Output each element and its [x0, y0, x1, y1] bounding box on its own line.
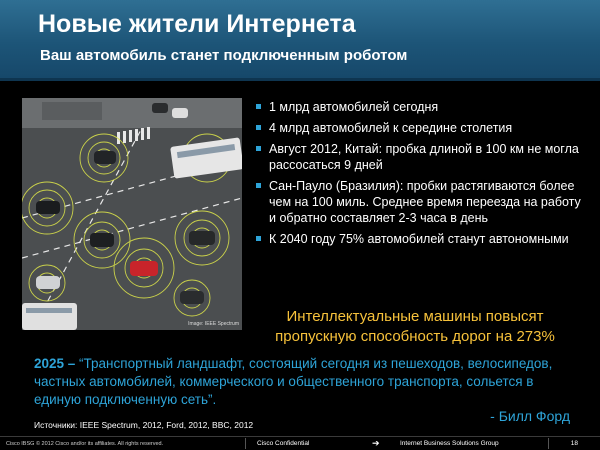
highlight-line-1: Интеллектуальные машины повысят [286, 308, 544, 325]
connected-cars-image [22, 98, 242, 330]
bullet-text: Сан-Пауло (Бразилия): пробки растягиваются более чем на 100 миль. Среднее время переезда на работу и обратно составляет 2-3 часа в день [269, 179, 581, 225]
arrow-icon: ➔ [372, 438, 380, 448]
bullet-list [256, 99, 586, 252]
slide-header [0, 0, 600, 78]
bullet-item [256, 178, 586, 226]
footer-confidential: Cisco Confidential [257, 440, 310, 447]
highlight-line-2: пропускную способность дорог на 273% [275, 328, 555, 345]
bullet-text: 1 млрд автомобилей сегодня [269, 100, 439, 114]
slide-subtitle: Ваш автомобиль станет подключенным роботом [40, 47, 408, 64]
header-divider [0, 78, 600, 81]
slide-title: Новые жители Интернета [38, 10, 356, 38]
bullet-text: 4 млрд автомобилей к середине столетия [269, 121, 513, 135]
bullet-square-icon [256, 236, 261, 241]
quote-text: “Транспортный ландшафт, состоящий сегодня из пешеходов, велосипедов, частных автомобилей, коммерческого и общественного транспорта, сольется в единую подключенную сеть”. [34, 356, 553, 407]
bullet-item [256, 99, 586, 115]
quote-block [34, 355, 574, 409]
slide-footer [0, 436, 600, 450]
bullet-item [256, 141, 586, 173]
bullet-text: Август 2012, Китай: пробка длиной в 100 км не могла рассосаться 9 дней [269, 142, 579, 172]
footer-separator [548, 438, 549, 449]
quote-author: - Билл Форд [490, 408, 570, 424]
bullet-square-icon [256, 125, 261, 130]
photo-credit: Image: IEEE Spectrum [188, 321, 239, 327]
highlight-statement [250, 307, 580, 347]
bullet-text: К 2040 году 75% автомобилей станут автономными [269, 232, 569, 246]
sources-note: Источники: IEEE Spectrum, 2012, Ford, 2012, BBC, 2012 [34, 420, 254, 430]
intersection-illustration [22, 98, 242, 330]
footer-group: Internet Business Solutions Group [400, 440, 499, 447]
footer-separator [245, 438, 246, 449]
quote-year: 2025 – [34, 356, 80, 371]
bullet-square-icon [256, 104, 261, 109]
footer-copyright: Cisco IBSG © 2012 Cisco and/or its affiliates. All rights reserved. [6, 441, 164, 447]
bullet-square-icon [256, 183, 261, 188]
bullet-item [256, 120, 586, 136]
bullet-square-icon [256, 146, 261, 151]
bullet-item [256, 231, 586, 247]
page-number: 18 [570, 440, 578, 447]
